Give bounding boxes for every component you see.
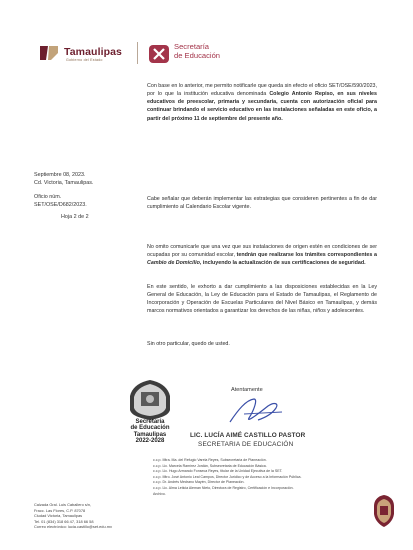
signer-name: LIC. LUCÍA AIMÉ CASTILLO PASTOR [190,432,306,439]
secretaria-line2: de Educación [174,50,221,60]
p3-italic: Cambio de Domicilio [147,260,200,267]
seal-line1: Secretaría [135,419,165,425]
footer-line: Ciudad Victoria, Tamaulipas [34,513,83,519]
brand-subtitle: Gobierno del Estado [66,58,103,62]
p3-bold-a: tendrán que realizarse los trámites correspondientes a [236,252,377,259]
footer-line: Fracc. Las Flores, C.P. 87078 [34,507,86,513]
signer-title: SECRETARIA DE EDUCACIÓN [198,441,294,448]
handwritten-signature-icon [224,396,286,426]
cc-item: c.c.p. Mtro. José Antonio Leal Campos, Director Jurídico y de Acceso a la Información Pública. [153,474,302,479]
p2-text: Cabe señalar que deberán implementar las estrategias que consideren pertinentes a fin de dar cumplimiento al Calendario Escolar vigente. [147,196,377,211]
letter-date: Septiembre 08, 2023. [34,172,86,178]
paragraph-4 [147,283,377,316]
letter-city: Cd. Victoria, Tamaulipas. [34,179,94,186]
seal-line4: 2022-2028 [135,437,165,444]
p1-text: Con base en lo anterior, me permito notificarle que queda sin efecto el oficio SET/OSE/590/2023, por lo que la institución educativa denominada [147,83,377,98]
p4-text: En este sentido, le exhorto a dar cumplimiento a las disposiciones establecidas en la Ley General de Educación, la Ley de Educación para el Estado de Tamaulipas, el Reglamento de Incorporación y Operación de Escuelas Particulares del Nivel Básico en Tamaulipas, y demás marcos normativos orientados a garantizar los derechos de las niñas, niños y adolescentes. [147,284,377,315]
p3-bold-c: , incluyendo la actualización de sus certificaciones de seguridad. [199,260,366,267]
footer-line: Tel. 01 (834) 318 66 47, 318 66 58 [34,518,94,524]
seal-line2: de Educación [130,425,170,432]
seal-caption [120,419,180,444]
brand-name: Tamaulipas [64,46,122,58]
tamaulipas-logo-icon [38,44,60,62]
paragraph-3 [147,243,377,267]
cc-item: c.c.p. Lic. Marcela Ramírez Jordán, Subsecretaria de Educación Básica. [153,463,267,468]
cc-item: c.c.p. Mtra. Ma. del Refugio Varela Reyes, Subsecretaria de Planeación. [153,458,267,462]
closing-atentamente: Atentamente [231,387,263,393]
page-indicator: Hoja 2 de 2 [61,214,89,220]
seal-line3: Tamaulipas [133,431,167,438]
cc-item: c.c.p. Dr. Andrés Medrano Mayén, Director de Planeación. [153,480,245,485]
paragraph-2 [147,195,377,211]
cc-item: Archivo. [153,491,166,496]
cc-item: c.c.p. Lic. Alma Leticia Aleman Nieto, Directora de Registro, Certificación e Incorporación. [153,485,294,490]
header-divider [137,42,138,64]
secretaria-logo-icon [148,44,170,64]
p5-text: Sin otro particular, quedo de usted. [147,341,230,347]
letter-date-block [34,172,93,187]
paragraph-1 [147,82,377,123]
p1-bold-text: Colegio Antonio Repiso, en sus niveles educativos de preescolar, primaria y secundaria, cuenta con autorización oficial para continuar brindando el servicio educativo en las instalaciones señaladas en este oficio, a partir del próximo 11 de septiembre del presente año. [147,91,377,122]
footer-line: Calzada Gral. Luis Caballero s/n, [34,502,92,507]
state-coat-of-arms-icon [372,494,396,528]
paragraph-5 [147,340,377,348]
p3-text-a: No omito comunicarle que una vez que sus instalaciones de origen estén en condiciones de ser ocupadas por su comunidad escolar, [147,244,377,259]
cc-list [153,458,353,497]
secretaria-title [174,43,220,60]
oficio-number: SET/OSE/D682/2023. [34,201,87,208]
footer-email: Correo electrónico: lucia.castillo@set.edu.mx [34,524,112,530]
secretaria-line1: Secretaría [174,42,210,51]
oficio-label: Oficio núm. [34,194,62,200]
cc-item: c.c.p. Lic. Hugo Armando Fonseca Reyes, titular de la Unidad Ejecutiva de la SET. [153,469,283,474]
oficio-block [34,194,87,209]
footer-address [34,502,112,530]
